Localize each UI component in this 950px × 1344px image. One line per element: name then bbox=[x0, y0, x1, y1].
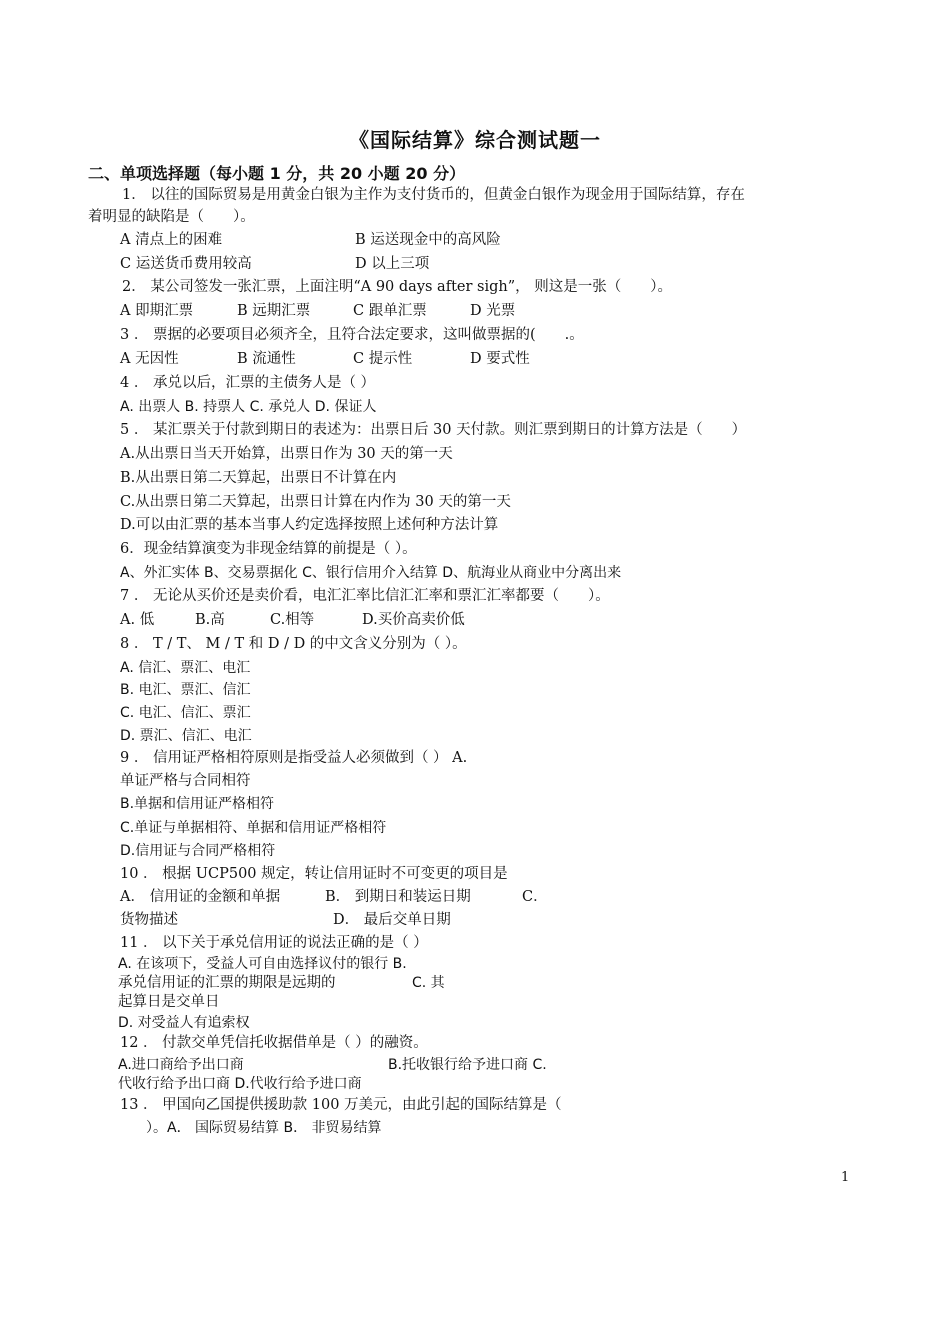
option: D 光票 bbox=[470, 303, 516, 319]
option: A 即期汇票 bbox=[120, 303, 194, 319]
option: A． 信用证的金额和单据 bbox=[120, 889, 281, 905]
option: B 运送现金中的高风险 bbox=[355, 232, 501, 248]
option: C.相等 bbox=[270, 612, 315, 628]
option: D. 对受益人有追索权 bbox=[118, 1015, 250, 1031]
page-number: 1 bbox=[841, 1170, 850, 1185]
option: A、外汇实体 B、交易票据化 C、银行信用介入结算 D、航海业从商业中分离出来 bbox=[120, 565, 622, 581]
option: C. 电汇、信汇、票汇 bbox=[120, 705, 251, 721]
option: B 远期汇票 bbox=[237, 303, 311, 319]
option: 承兑信用证的汇票的期限是远期的 bbox=[118, 975, 336, 991]
option: D. 票汇、信汇、电汇 bbox=[120, 728, 252, 744]
option: 货物描述 bbox=[120, 912, 178, 928]
option: D.可以由汇票的基本当事人约定选择按照上述何种方法计算 bbox=[120, 517, 499, 533]
option: 起算日是交单日 bbox=[118, 994, 220, 1010]
question-line: 8 ． T / T、 M / T 和 D / D 的中文含义分别为（ ）。 bbox=[120, 636, 467, 652]
option: C 运送货币费用较高 bbox=[120, 256, 252, 272]
option: D． 最后交单日期 bbox=[333, 912, 451, 928]
option: D.信用证与合同严格相符 bbox=[120, 843, 276, 859]
question-line: 12 ． 付款交单凭信托收据借单是（ ）的融资。 bbox=[120, 1035, 428, 1051]
option: ）。A． 国际贸易结算 B． 非贸易结算 bbox=[146, 1120, 382, 1136]
question-line: 1． 以往的国际贸易是用黄金白银为主作为支付货币的，但黄金白银作为现金用于国际结算，存在 bbox=[122, 187, 745, 203]
option: B.单据和信用证严格相符 bbox=[120, 796, 275, 812]
question-line: 10 ． 根据 UCP500 规定，转让信用证时不可变更的项目是 bbox=[120, 866, 508, 882]
option: B.高 bbox=[195, 612, 225, 628]
question-line: 5 ． 某汇票关于付款到期日的表述为：出票日后 30 天付款。则汇票到期日的计算方法是（ ） bbox=[120, 422, 747, 438]
question-line: 3 ． 票据的必要项目必须齐全，且符合法定要求，这叫做票据的( .。 bbox=[120, 327, 584, 343]
option: B.托收银行给予进口商 C. bbox=[388, 1057, 547, 1073]
option: A. 信汇、票汇、电汇 bbox=[120, 660, 251, 676]
question-line: 6．现金结算演变为非现金结算的前提是（ ）。 bbox=[120, 541, 417, 557]
question-line: 4 ． 承兑以后，汇票的主债务人是（ ） bbox=[120, 375, 376, 391]
option: 单证严格与合同相符 bbox=[120, 773, 251, 789]
option: C 提示性 bbox=[353, 351, 413, 367]
option: C 跟单汇票 bbox=[353, 303, 427, 319]
option: B 流通性 bbox=[237, 351, 296, 367]
question-line: 2． 某公司签发一张汇票，上面注明“A 90 days after sigh”， 则这是一张（ ）。 bbox=[122, 279, 672, 295]
option: A.进口商给予出口商 bbox=[118, 1057, 244, 1073]
option: D 要式性 bbox=[470, 351, 530, 367]
option: B. 电汇、票汇、信汇 bbox=[120, 682, 251, 698]
page-title: 《国际结算》综合测试题一 bbox=[349, 128, 601, 152]
question-line: 11 ． 以下关于承兑信用证的说法正确的是（ ） bbox=[120, 935, 428, 951]
option: D 以上三项 bbox=[355, 256, 430, 272]
option: C. 其 bbox=[412, 975, 445, 991]
question-line: 7 ． 无论从买价还是卖价看，电汇汇率比信汇汇率和票汇汇率都要（ ）。 bbox=[120, 588, 610, 604]
option: A. 在该项下，受益人可自由选择议付的银行 B. bbox=[118, 956, 407, 972]
option: A. 出票人 B. 持票人 C. 承兑人 D. 保证人 bbox=[120, 399, 377, 415]
option: A 无因性 bbox=[120, 351, 179, 367]
question-line: 9 ． 信用证严格相符原则是指受益人必须做到（ ） A. bbox=[120, 750, 468, 766]
option: 代收行给予出口商 D.代收行给予进口商 bbox=[118, 1076, 362, 1092]
option: A. 低 bbox=[120, 612, 155, 628]
option: B.从出票日第二天算起，出票日不计算在内 bbox=[120, 470, 397, 486]
section-heading: 二、单项选择题（每小题 1 分，共 20 小题 20 分） bbox=[88, 164, 466, 183]
option: C.单证与单据相符、单据和信用证严格相符 bbox=[120, 820, 387, 836]
option: A 清点上的困难 bbox=[120, 232, 223, 248]
option: B． 到期日和装运日期 bbox=[325, 889, 471, 905]
option: D.买价高卖价低 bbox=[362, 612, 465, 628]
option: C． bbox=[522, 889, 548, 905]
option: C.从出票日第二天算起，出票日计算在内作为 30 天的第一天 bbox=[120, 494, 511, 510]
question-line: 13 ． 甲国向乙国提供援助款 100 万美元，由此引起的国际结算是（ bbox=[120, 1097, 562, 1113]
question-line: 着明显的缺陷是（ ）。 bbox=[88, 209, 255, 225]
option: A.从出票日当天开始算，出票日作为 30 天的第一天 bbox=[120, 446, 453, 462]
